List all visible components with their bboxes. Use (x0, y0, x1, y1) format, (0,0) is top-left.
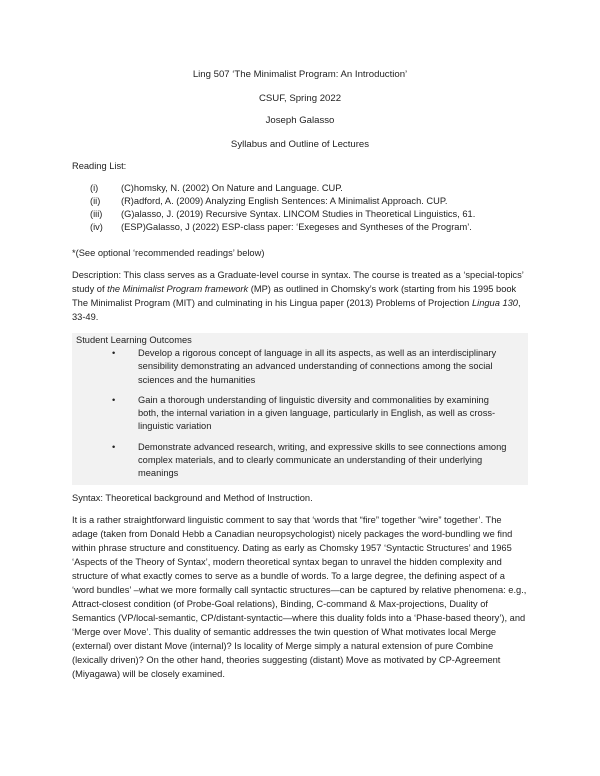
bullet-icon: • (112, 441, 116, 452)
section-heading: Syntax: Theoretical background and Method of Instruction. (72, 493, 313, 503)
description-text: , 33-49. (72, 298, 521, 322)
item-text: (G)alasso, J. (2019) Recursive Syntax. LINCOM Studies in Theoretical Linguistics, 61. (121, 209, 476, 219)
bullet-icon: • (112, 394, 116, 405)
instructor-name: Joseph Galasso (265, 115, 335, 126)
learning-outcomes-list (112, 347, 512, 488)
item-number: (iii) (90, 209, 103, 219)
list-item (112, 347, 512, 387)
item-text: (C)homsky, N. (2002) On Nature and Language. CUP. (121, 183, 343, 193)
description-text: (MP) as outlined in Chomsky’s work (starting from his 1995 book The Minimalist Program (MIT) and culminating in his Lingua paper (2013) Problems of Projection (72, 284, 517, 308)
description-italic: the Minimalist Program framework (107, 284, 249, 294)
description-italic: Lingua 130 (471, 298, 518, 308)
course-title: Ling 507 ‘The Minimalist Program: An Introduction’ (192, 69, 408, 80)
term: CSUF, Spring 2022 (258, 93, 342, 104)
list-item (112, 394, 512, 434)
section-body: It is a rather straightforward linguistic comment to say that ‘words that “fire” together “wire” together’. The adage (taken from Donald Hebb a Canadian neuropsychologist) nicely packages the word-bundling we find within phrase structure and constituency. Dating as early as Chomsky 1957 ‘Syntactic Structures’ and 1965 ‘Aspects of the Theory of Syntax’, modern theoretical syntax began to unravel the hidden complexity and structure of what exactly comes to serve as a bundle of words. To a large degree, the defining aspect of a ‘word bundles’ –what we more formally call syntactic structures—can be captured by relative phenomena: e.g., Attract-closest condition (of Probe-Goal relations), Binding, C-command & Max-projections, Duality of Semantics (VP/local-semantic, CP/distant-syntactic—where this duality folds into a ‘Phase-based theory’), and ‘Merge over Move’. This duality of semantic addresses the twin question of What motivates local Merge (external) over distant Move (internal)? Is locality of Merge simply a natural extension of pure Combine (lexically driven)? On the other hand, theories suggesting (distant) Move as motivated by CP-Agreement (Miyagawa) will be closely examined. (72, 515, 527, 679)
item-number: (ii) (90, 196, 101, 206)
outcome-text: Demonstrate advanced research, writing, and expressive skills to see connections among complex materials, and to clearly communicate an understanding of their underlying meanings (138, 441, 507, 479)
learning-outcomes-box (72, 333, 528, 485)
description-text: Description: This class serves as a Graduate-level course in syntax. The course is treated as a ‘special-topics’ study of (72, 270, 524, 294)
reading-list-label: Reading List: (72, 161, 127, 171)
recommended-readings-note: *(See optional ‘recommended readings’ below) (72, 248, 265, 258)
item-text: (R)adford, A. (2009) Analyzing English Sentences: A Minimalist Approach. CUP. (121, 196, 448, 206)
bullet-icon: • (112, 348, 116, 358)
item-number: (iv) (90, 222, 103, 232)
outcome-text: Develop a rigorous concept of language in all its aspects, as well as an interdisciplinary sensibility demonstrating an advanced understanding of connections among the social sciences and the humanities (138, 348, 497, 385)
course-description (72, 268, 528, 324)
item-number: (i) (90, 183, 99, 193)
document-title: Syllabus and Outline of Lectures (230, 139, 370, 150)
list-item (112, 441, 512, 481)
outcome-text: Gain a thorough understanding of linguistic diversity and commonalities by examining both, the internal variation in a given language, particularly in English, as well as cross-linguistic variation (138, 394, 496, 432)
learning-outcomes-heading: Student Learning Outcomes (76, 335, 192, 345)
item-text: (ESP)Galasso, J (2022) ESP-class paper: ‘Exegeses and Syntheses of the Program’. (121, 222, 472, 232)
